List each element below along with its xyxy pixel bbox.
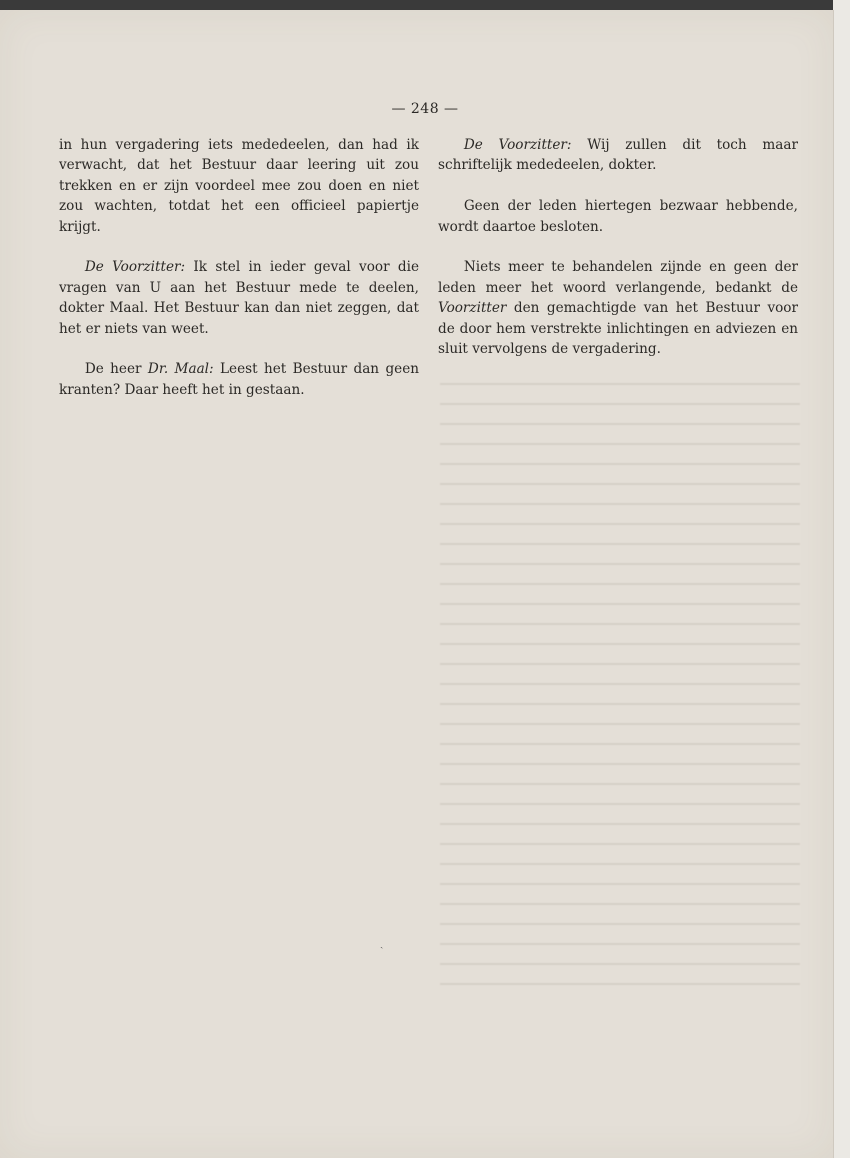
bleed-through-texture	[440, 370, 800, 990]
speaker-voorzitter: Voorzitter	[438, 300, 507, 317]
paragraph-decision: Geen der leden hiertegen bezwaar hebbende, wordt daartoe besloten.	[438, 198, 798, 235]
paragraph-dr-maal	[59, 359, 419, 400]
paragraph-text: Niets meer te behandelen zijnde en geen der leden meer het woord verlangende, bedankt de	[438, 259, 798, 296]
speaker-voorzitter: De Voorzitter:	[84, 259, 186, 276]
scan-top-border	[0, 0, 850, 10]
paragraph-text: Ik stel in ieder geval voor die vragen van U aan het Bestuur mede te deelen, dokter Maal. Het Bestuur kan dan niet zeggen, dat het er niets van weet.	[59, 259, 419, 337]
page-edge	[833, 0, 850, 1158]
paragraph-continuation: in hun vergadering iets mededeelen, dan had ik verwacht, dat het Bestuur daar leering uit zou trekken en er zijn voordeel mee zou doen en niet zou wachten, totdat het een officieel papiertje krijgt.	[59, 137, 419, 235]
paragraph-closing	[438, 257, 798, 359]
paragraph-voorzitter-reply	[438, 135, 798, 176]
speaker-dr-maal: Dr. Maal:	[147, 361, 214, 378]
paragraph-voorzitter-proposal	[59, 257, 419, 339]
speaker-prefix: De heer	[84, 361, 148, 378]
paragraph-text: den gemachtigde van het Bestuur voor de door hem verstrekte inlichtingen en adviezen en sluit vervolgens de vergadering.	[438, 300, 798, 358]
page-number: — 248 —	[391, 101, 459, 117]
paragraph-text: Leest het Bestuur dan geen kranten? Daar heeft het in gestaan.	[59, 361, 420, 398]
speaker-voorzitter: De Voorzitter:	[463, 137, 572, 153]
right-column	[438, 135, 798, 380]
stray-mark: ˎ	[380, 938, 384, 949]
left-column	[59, 135, 419, 421]
paragraph-text: Wij zullen dit toch maar schriftelijk mededeelen, dokter.	[438, 137, 798, 174]
